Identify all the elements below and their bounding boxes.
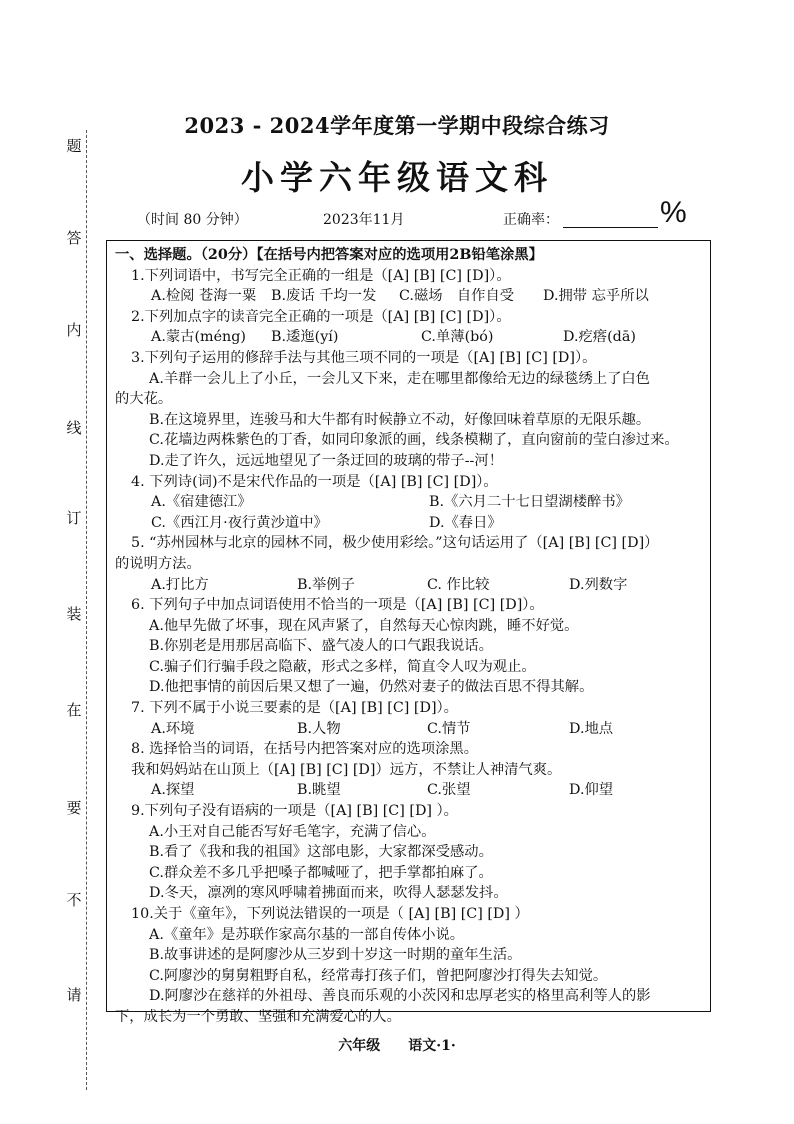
option-item[interactable]: D.列数字	[569, 576, 628, 593]
option-item[interactable]: A.环境	[151, 720, 195, 737]
option-item[interactable]: B.举例子	[297, 576, 355, 593]
option-item[interactable]: A.蒙古(méng)	[151, 329, 246, 346]
accuracy-blank[interactable]	[563, 227, 658, 228]
option-line: C.花墙边两株紫色的丁香，如同印象派的画，线条模糊了，直向窗前的莹白渗过来。	[149, 432, 679, 449]
option-row	[115, 575, 702, 596]
side-char: 请	[66, 986, 82, 1004]
option-row	[115, 286, 702, 307]
option-item[interactable]: A.《宿建德江》	[151, 494, 252, 511]
option-item[interactable]: D.疙瘩(dā)	[563, 329, 636, 346]
option-item[interactable]: B.眺望	[297, 782, 341, 799]
question-frame	[106, 240, 711, 1025]
option-item[interactable]: D.《春日》	[429, 514, 502, 531]
side-char: 在	[66, 701, 82, 719]
option-line: D.走了许久，远远地望见了一条迂回的玻璃的带子--河！	[149, 452, 503, 469]
side-char: 内	[66, 321, 82, 339]
accuracy-label: 正确率：	[503, 212, 559, 228]
option-item[interactable]: C.磁场 自作自受	[399, 288, 515, 305]
option-line: D.阿廖沙在慈祥的外祖母、善良而乐观的小茨冈和忠厚老实的格里高利等人的影	[149, 988, 651, 1005]
option-line: A.他早先做了坏事，现在风声紧了，自然每天心惊肉跳，睡不好觉。	[149, 617, 579, 634]
option-item[interactable]: B.《六月二十七日望湖楼醉书》	[429, 494, 630, 511]
option-item[interactable]: D.仰望	[569, 782, 614, 799]
exam-subtitle: 小学六年级语文科	[241, 158, 553, 197]
side-char: 答	[66, 229, 82, 247]
question-stem: 10.关于《童年》，下列说法错误的一项是（ [A] [B] [C] [D] ）	[131, 906, 529, 922]
exam-date: 2023年11月	[323, 212, 405, 228]
option-line: A.《童年》是苏联作家高尔基的一部自传体小说。	[149, 926, 465, 943]
option-row	[115, 719, 702, 740]
option-line: C.群众差不多几乎把嗓子都喊哑了，把手掌都拍麻了。	[149, 864, 493, 881]
option-line: A.小王对自己能否写好毛笔字，充满了信心。	[149, 823, 436, 840]
option-line: B.你别老是用那居高临下、盛气凌人的口气跟我说话。	[149, 638, 493, 655]
option-row	[115, 492, 702, 513]
option-item[interactable]: B.废话 千均一发	[271, 288, 377, 305]
option-line: C.阿廖沙的舅舅粗野自私，经常毒打孩子们，曾把阿廖沙打得失去知觉。	[149, 967, 608, 984]
side-char: 要	[66, 799, 82, 817]
question-stem: 8. 选择恰当的词语，在括号内把答案对应的选项涂黑。	[131, 741, 479, 758]
page-footer: 六年级 语文·1·	[338, 1038, 456, 1054]
question-stem: 6. 下列句子中加点词语使用不恰当的一项是（[A] [B] [C] [D]）。	[131, 597, 544, 614]
option-item[interactable]: A.检阅 苍海一粟	[151, 288, 257, 305]
question-stem: 5. “苏州园林与北京的园林不同，极少使用彩绘。”这句话运用了（[A] [B] [C] [D]）	[131, 535, 659, 552]
option-item[interactable]: C.单薄(bó)	[421, 329, 494, 346]
section-heading: 一、选择题。（20分）【在括号内把答案对应的选项用2B铅笔涂黑】	[115, 247, 543, 263]
side-char: 不	[66, 891, 82, 909]
percent-sign: %	[660, 196, 687, 229]
side-char: 订	[66, 509, 82, 527]
option-item[interactable]: A.探望	[151, 782, 195, 799]
option-line: C.骗子们行骗手段之隐蔽，形式之多样，简直令人叹为观止。	[149, 658, 536, 675]
option-item[interactable]: D.地点	[569, 720, 614, 737]
option-row	[115, 327, 702, 348]
side-char: 装	[66, 605, 82, 623]
option-item[interactable]: B.人物	[297, 720, 341, 737]
question-stem: 我和妈妈站在山顶上（[A] [B] [C] [D]）远方，不禁让人神清气爽。	[131, 761, 562, 778]
option-item[interactable]: D.拥带 忘乎所以	[543, 288, 649, 305]
question-stem: 1.下列词语中，书写完全正确的一组是（[A] [B] [C] [D]）。	[131, 267, 511, 284]
option-row	[115, 513, 702, 534]
option-line: B.在这境界里，连骏马和大牛都有时候静立不动，好像回味着草原的无限乐趣。	[149, 411, 651, 428]
question-stem: 3.下列句子运用的修辞手法与其他三项不同的一项是（[A] [B] [C] [D]）。	[131, 349, 597, 366]
question-stem: 2.下列加点字的读音完全正确的一项是（[A] [B] [C] [D]）。	[131, 308, 511, 325]
option-item[interactable]: C.《西江月·夜行黄沙道中》	[151, 514, 328, 531]
option-line: D.他把事情的前因后果又想了一遍，仍然对妻子的做法百思不得其解。	[149, 679, 594, 696]
option-line: B.故事讲述的是阿廖沙从三岁到十岁这一时期的童年生活。	[149, 947, 522, 964]
continuation-line: 的说明方法。	[115, 555, 201, 572]
question-stem: 4. 下列诗(词)不是宋代作品的一项是（[A] [B] [C] [D]）。	[131, 473, 498, 490]
option-item[interactable]: B.逶迤(yí)	[271, 329, 339, 346]
option-line: A.羊群一会儿上了小丘，一会儿又下来，走在哪里都像给无边的绿毯绣上了白色	[149, 370, 650, 387]
question-stem: 9.下列句子没有语病的一项是（[A] [B] [C] [D] ）。	[131, 803, 458, 820]
option-line: D.冬天，凛冽的寒风呼啸着拂面而来，吹得人瑟瑟发抖。	[149, 885, 508, 902]
option-line: B.看了《我和我的祖国》这部电影，大家都深受感动。	[149, 844, 493, 861]
binding-margin	[62, 130, 87, 1090]
option-item[interactable]: A.打比方	[151, 576, 209, 593]
option-row	[115, 780, 702, 801]
exam-title: 2023 - 2024学年度第一学期中段综合练习	[184, 113, 610, 138]
continuation-line: 下，成长为一个勇敢、坚强和充满爱心的人。	[115, 1008, 401, 1025]
option-item[interactable]: C.情节	[427, 720, 471, 737]
question-stem: 7. 下列不属于小说三要素的是（[A] [B] [C] [D]）。	[131, 700, 458, 717]
question-list	[115, 266, 702, 1028]
exam-time: （时间 80 分钟）	[137, 212, 248, 228]
side-char: 题	[66, 137, 82, 155]
option-item[interactable]: C.张望	[427, 782, 471, 799]
side-char: 线	[66, 419, 82, 437]
continuation-line: 的大花。	[115, 391, 173, 408]
option-item[interactable]: C. 作比较	[427, 576, 490, 593]
